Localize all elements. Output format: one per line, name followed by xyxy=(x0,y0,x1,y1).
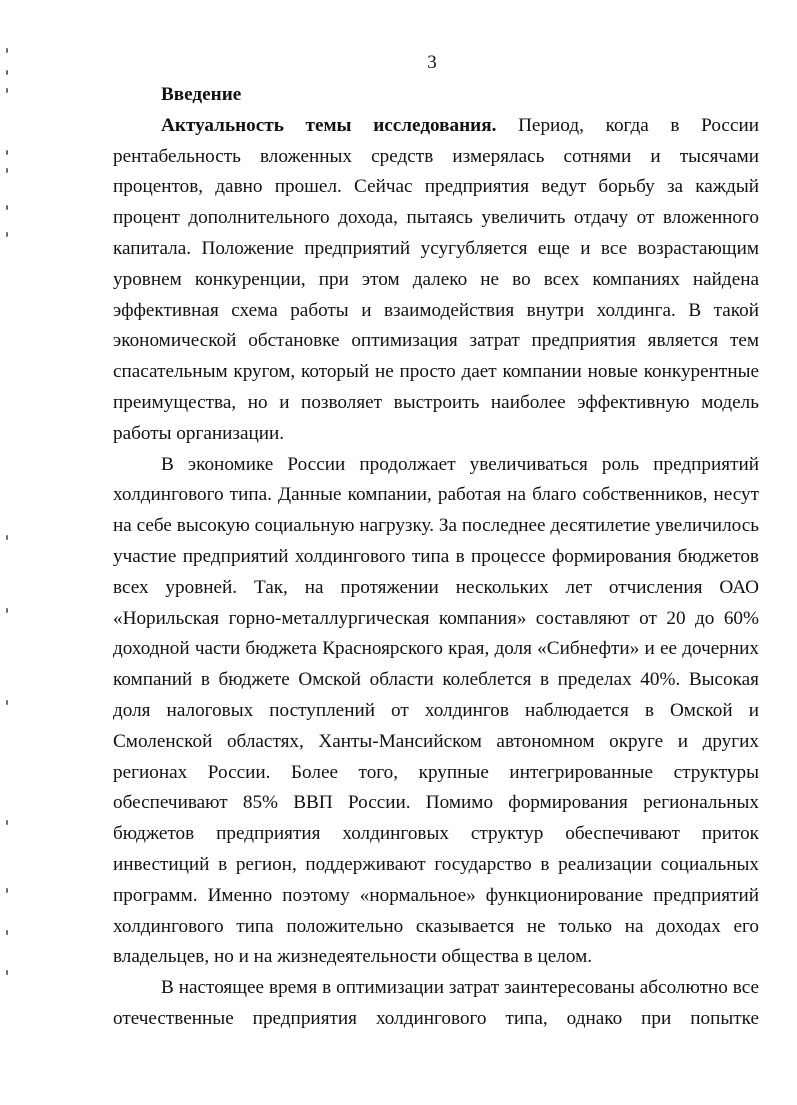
section-heading: Введение xyxy=(161,84,242,105)
scan-speck xyxy=(6,535,8,540)
paragraph-text: В экономике России продолжает увеличиваться роль предприятий холдингового типа. Данные компании, работая на благо собственников, несут на себе высокую социальную нагрузку. За последнее десятилетие увеличилось участие предприятий холдингового типа в процессе формирования бюджетов всех уровней. Так, на протяжении нескольких лет отчисления ОАО «Норильская горно-металлургическая компания» составляют от 20 до 60% доходной части бюджета Красноярского края, доля «Сибнефти» и ее дочерних компаний в бюджете Омской области колеблется в пределах 40%. Высокая доля налоговых поступлений от холдингов наблюдается в Омской и Смоленской областях, Ханты-Мансийском автономном округе и других регионах России. Более того, крупные интегрированные структуры обеспечивают 85% ВВП России. Помимо формирования региональных бюджетов предприятия холдинговых структур обеспечивают приток инвестиций в регион, поддерживают государство в реализации социальных программ. Именно поэтому «нормальное» функционирование предприятий холдингового типа положительно сказывается не только на доходах его владельцев, но и на жизнедеятельности общества в целом. xyxy=(113,453,759,968)
paragraph-text: В настоящее время в оптимизации затрат заинтересованы абсолютно все отечественные предприятия холдингового типа, однако при попытке xyxy=(113,977,759,1029)
paragraph-cost-optimization xyxy=(113,973,759,1035)
scan-speck xyxy=(6,205,8,210)
scan-speck xyxy=(6,700,8,705)
scan-speck xyxy=(6,232,8,237)
scan-speck xyxy=(6,970,8,975)
scan-speck xyxy=(6,608,8,613)
scan-speck xyxy=(6,168,8,173)
scan-speck xyxy=(6,888,8,893)
scan-speck xyxy=(6,820,8,825)
scan-speck xyxy=(6,930,8,935)
paragraph-holdings-role xyxy=(113,450,759,974)
scan-speck xyxy=(6,88,8,93)
paragraph-lead: Актуальность темы исследования. xyxy=(161,114,497,136)
scan-margin-marks xyxy=(2,40,12,980)
paragraph-text: Период, когда в России рентабельность вложенных средств измерялась сотнями и тысячами процентов, давно прошел. Сейчас предприятия ведут борьбу за каждый процент дополнительного дохода, пытаясь увеличить отдачу от вложенного капитала. Положение предприятий усугубляется еще и все возрастающим уровнем конкуренции, при этом далеко не во всех компаниях найдена эффективная схема работы и взаимодействия внутри холдинга. В такой экономической обстановке оптимизация затрат предприятия является тем спасательным кругом, который не просто дает компании новые конкурентные преимущества, но и позволяет выстроить наиболее эффективную модель работы организации. xyxy=(113,114,759,444)
paragraph-relevance xyxy=(113,111,759,450)
body-text xyxy=(113,80,759,1035)
page-number: 3 xyxy=(427,52,437,73)
scan-speck xyxy=(6,150,8,155)
